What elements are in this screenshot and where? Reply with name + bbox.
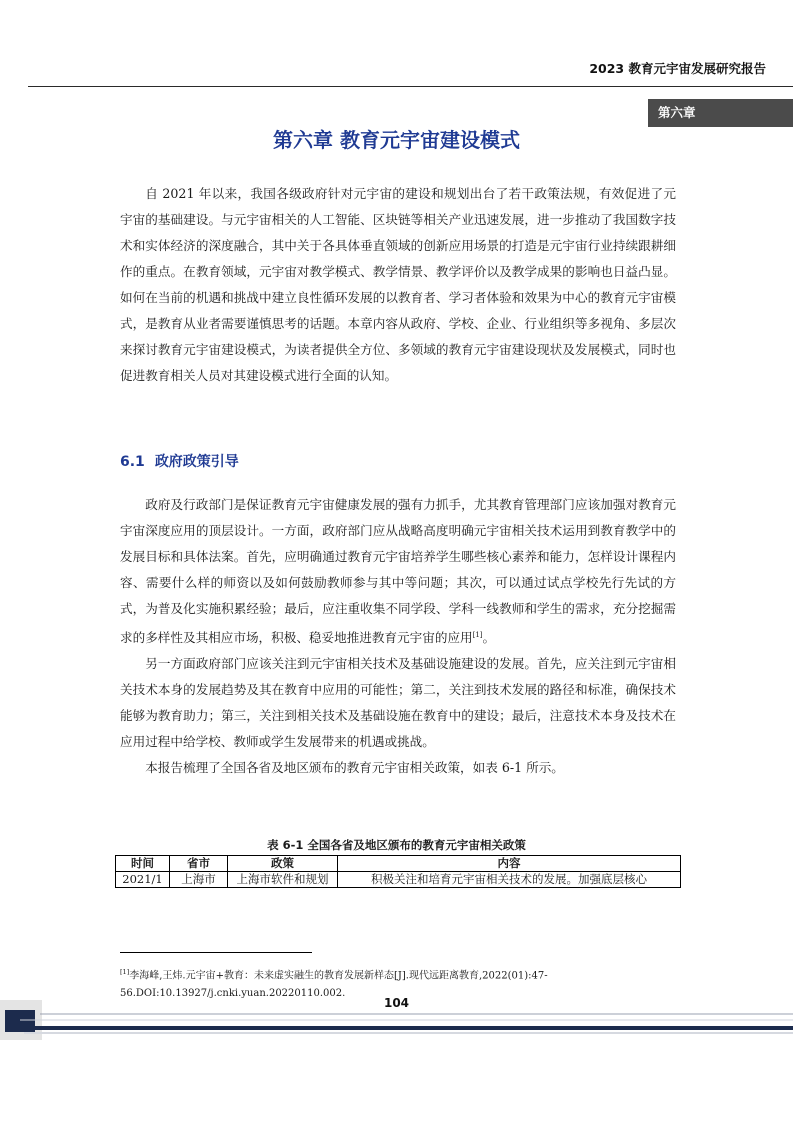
- footnote-text: 李海峰,王炜.元宇宙+教育：未来虚实融生的教育发展新样态[J].现代远距离教育,2022(01):47-56.DOI:10.13927/j.cnki.yuan.20220110.002.: [120, 970, 548, 1000]
- section-title-text: 政府政策引导: [154, 454, 239, 470]
- footer-light-bar: [24, 1032, 793, 1034]
- table-caption: 表 6-1 全国各省及地区颁布的教育元宇宙相关政策: [267, 838, 526, 852]
- table-row: [116, 872, 681, 888]
- citation-ref[interactable]: [1]: [472, 631, 483, 639]
- section-paragraph-1-end: 。: [482, 630, 496, 646]
- header-policy: 政策: [228, 856, 338, 872]
- footnote-ref: [1]: [120, 968, 130, 976]
- header-divider: [28, 86, 793, 87]
- chapter-title: 第六章 教育元宇宙建设模式: [273, 128, 520, 152]
- cell-province: 上海市: [170, 872, 228, 888]
- intro-block: [120, 181, 676, 389]
- footnote-divider: [120, 952, 312, 953]
- header-content: 内容: [338, 856, 681, 872]
- section-paragraph-3: 本报告梳理了全国各省及地区颁布的教育元宇宙相关政策，如表 6-1 所示。: [145, 760, 564, 776]
- chapter-tab: 第六章: [648, 99, 793, 127]
- report-title: 2023 教育元宇宙发展研究报告: [589, 61, 766, 76]
- section-number: 6.1: [120, 454, 145, 470]
- section-body: [120, 492, 676, 781]
- page-number: 104: [383, 996, 410, 1010]
- footer-navy-bar: [24, 1026, 793, 1030]
- table-header-row: [116, 856, 681, 872]
- cell-time: 2021/1: [116, 872, 170, 888]
- intro-paragraph: 自 2021 年以来，我国各级政府针对元宇宙的建设和规划出台了若干政策法规，有效促进了元宇宙的基础建设。与元宇宙相关的人工智能、区块链等相关产业迅速发展，进一步推动了我国数字技术和实体经济的深度融合，其中关于各具体垂直领域的创新应用场景的打造是元宇宙行业持续跟耕细作的重点。在教育领域，元宇宙对教学模式、教学情景、教学评价以及教学成果的影响也日益凸显。如何在当前的机遇和挑战中建立良性循环发展的以教育者、学习者体验和效果为中心的教育元宇宙模式，是教育从业者需要谨慎思考的话题。本章内容从政府、学校、企业、行业组织等多视角、多层次来探讨教育元宇宙建设模式，为读者提供全方位、多领域的教育元宇宙建设现状及发展模式，同时也促进教育相关人员对其建设模式进行全面的认知。: [120, 186, 676, 383]
- cell-content: 积极关注和培育元宇宙相关技术的发展。加强底层核心: [338, 872, 681, 888]
- section-paragraph-1-text: 政府及行政部门是保证教育元宇宙健康发展的强有力抓手，尤其教育管理部门应该加强对教育元宇宙深度应用的顶层设计。一方面，政府部门应从战略高度明确元宇宙相关技术运用到教育教学中的发展目标和具体法案。首先，应明确通过教育元宇宙培养学生哪些核心素养和能力，怎样设计课程内容、需要什么样的师资以及如何鼓励教师参与其中等问题；其次，可以通过试点学校先行先试的方式，为普及化实施积累经验；最后，应注重收集不同学段、学科一线教师和学生的需求，充分挖掘需求的多样性及其相应市场，积极、稳妥地推进教育元宇宙的应用: [120, 497, 676, 646]
- policy-table: [115, 855, 681, 888]
- cell-policy: 上海市软件和规划: [228, 872, 338, 888]
- section-paragraph-1: [120, 492, 676, 651]
- section-paragraph-2: 另一方面政府部门应该关注到元宇宙相关技术及基础设施建设的发展。首先，应关注到元宇宙相关技术本身的发展趋势及其在教育中应用的可能性；第二，关注到技术发展的路径和标准，确保技术能够为教育助力；第三，关注到相关技术及基础设施在教育中的建设；最后，注意技术本身及技术在应用过程中给学校、教师或学生发展带来的机遇或挑战。: [120, 656, 676, 750]
- header-province: 省市: [170, 856, 228, 872]
- header-time: 时间: [116, 856, 170, 872]
- section-heading: [120, 451, 249, 471]
